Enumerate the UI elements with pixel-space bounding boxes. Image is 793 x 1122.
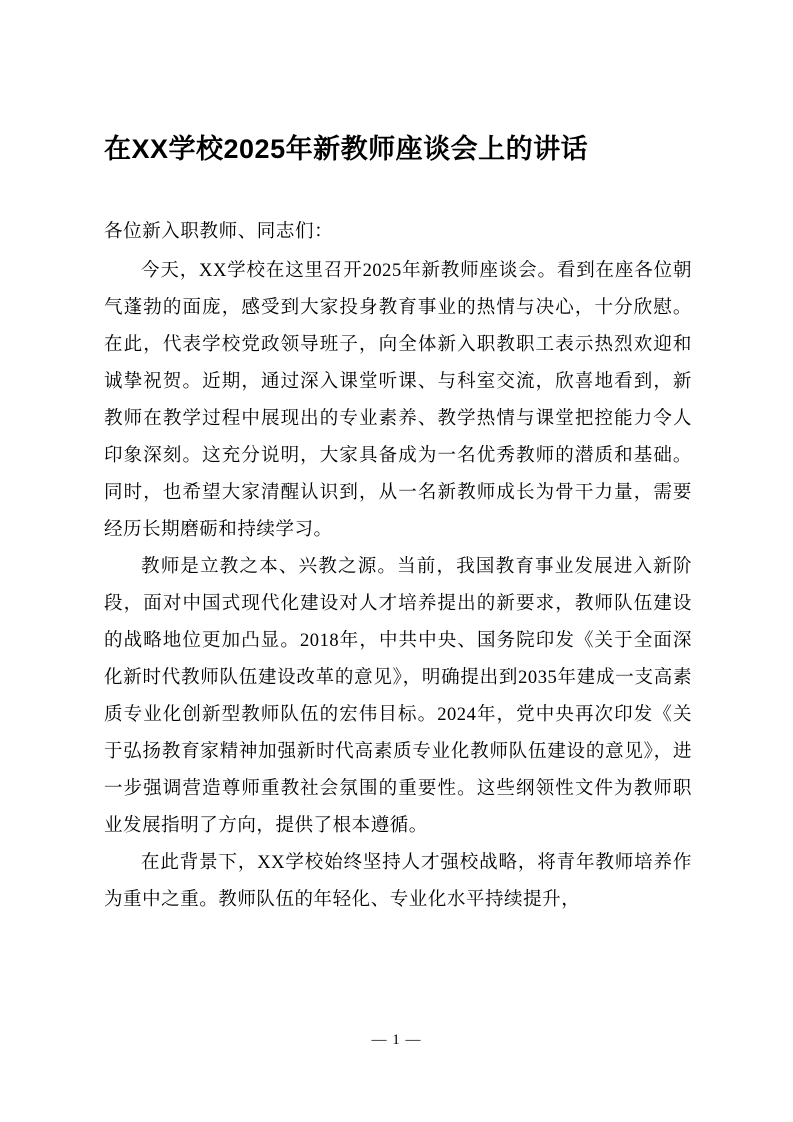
page-title: 在XX学校2025年新教师座谈会上的讲话	[104, 134, 589, 164]
salutation-line: 各位新入职教师、同志们：	[104, 222, 334, 242]
page-number: — 1 —	[371, 1032, 422, 1048]
document-body	[104, 128, 692, 919]
body-paragraph-2: 教师是立教之本、兴教之源。当前，我国教育事业发展进入新阶段，面对中国式现代化建设对人才培养提出的新要求，教师队伍建设的战略地位更加凸显。2018年，中共中央、国务院印发《关于全面深化新时代教师队伍建设改革的意见》，明确提出到2035年建成一支高素质专业化创新型教师队伍的宏伟目标。2024年，党中央再次印发《关于弘扬教育家精神加强新时代高素质专业化教师队伍建设的意见》，进一步强调营造尊师重教社会氛围的重要性。这些纲领性文件为教师职业发展指明了方向，提供了根本遵循。	[104, 557, 692, 836]
body-paragraph-3: 在此背景下，XX学校始终坚持人才强校战略，将青年教师培养作为重中之重。教师队伍的年轻化、专业化水平持续提升，	[104, 853, 692, 910]
body-paragraph-1: 今天，XX学校在这里召开2025年新教师座谈会。看到在座各位朝气蓬勃的面庞，感受到大家投身教育事业的热情与决心，十分欣慰。在此，代表学校党政领导班子，向全体新入职教职工表示热烈欢迎和诚挚祝贺。近期，通过深入课堂听课、与科室交流，欣喜地看到，新教师在教学过程中展现出的专业素养、教学热情与课堂把控能力令人印象深刻。这充分说明，大家具备成为一名优秀教师的潜质和基础。同时，也希望大家清醒认识到，从一名新教师成长为骨干力量，需要经历长期磨砺和持续学习。	[104, 261, 692, 540]
